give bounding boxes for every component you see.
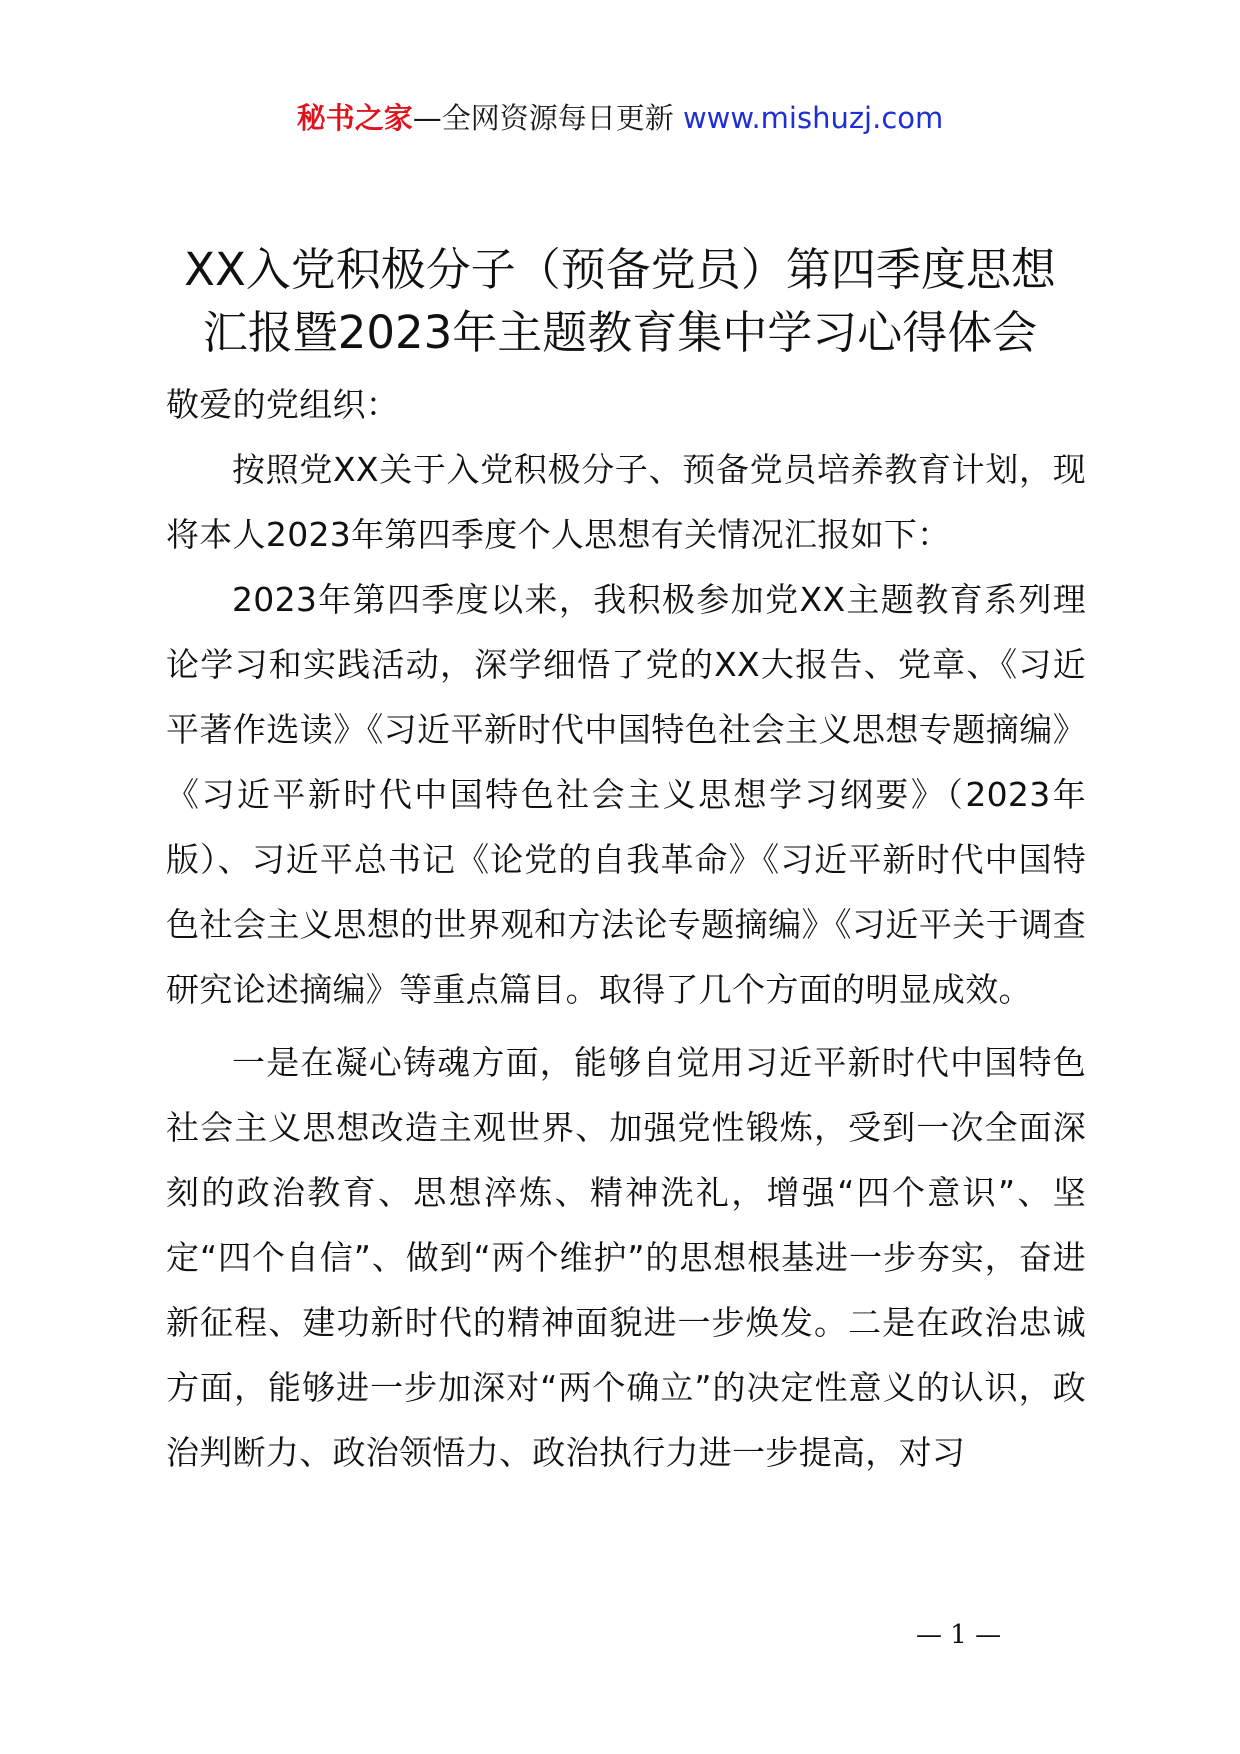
title-line-2: 汇报暨2023年主题教育集中学习心得体会	[202, 306, 1038, 359]
paragraph-intro: 按照党XX关于入党积极分子、预备党员培养教育计划，现将本人2023年第四季度个人思想有关情况汇报如下：	[166, 450, 1086, 554]
site-url-link[interactable]: www.mishuzj.com	[682, 101, 944, 135]
salutation: 敬爱的党组织：	[166, 385, 400, 424]
site-brand: 秘书之家	[296, 101, 413, 135]
paragraph-study-summary: 2023年第四季度以来，我积极参加党XX主题教育系列理论学习和实践活动，深学细悟了党的XX大报告、党章、《习近平著作选读》《习近平新时代中国特色社会主义思想专题摘编》《习近平新时代中国特色社会主义思想学习纲要》（2023年版）、习近平总书记《论党的自我革命》《习近平新时代中国特色社会主义思想的世界观和方法论专题摘编》《习近平关于调查研究论述摘编》等重点篇目。取得了几个方面的明显成效。	[166, 580, 1086, 1009]
paragraph-achievements: 一是在凝心铸魂方面，能够自觉用习近平新时代中国特色社会主义思想改造主观世界、加强党性锻炼，受到一次全面深刻的政治教育、思想淬炼、精神洗礼，增强“四个意识”、坚定“四个自信”、做到“两个维护”的思想根基进一步夯实，奋进新征程、建功新时代的精神面貌进一步焕发。二是在政治忠诚方面，能够进一步加深对“两个确立”的决定性意义的认识，政治判断力、政治领悟力、政治执行力进一步提高，对习	[166, 1043, 1086, 1472]
site-slogan: —全网资源每日更新	[412, 101, 674, 135]
document-body	[166, 372, 1086, 1485]
page-number: — 1 —	[916, 1620, 1002, 1650]
title-line-1: XX入党积极分子（预备党员）第四季度思想	[184, 243, 1056, 296]
document-title	[150, 238, 1090, 364]
site-header	[0, 98, 1240, 138]
